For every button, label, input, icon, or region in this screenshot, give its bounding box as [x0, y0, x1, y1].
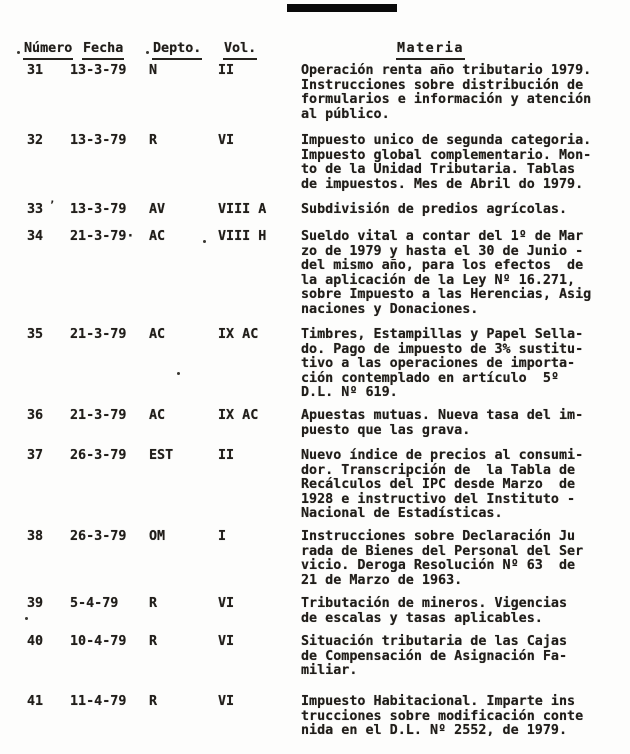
row-fecha: 21-3-79 [70, 408, 127, 423]
materia-line: Apuestas mutuas. Nueva tasa del im- [301, 408, 584, 423]
materia-line: nida en el D.L. Nº 2552, de 1979. [301, 723, 568, 739]
row-fecha: 10-4-79 [70, 634, 127, 649]
materia-line: Nacional de Estadísticas. [301, 506, 503, 522]
materia-line: de escalas y tasas aplicables. [301, 610, 543, 626]
table-row [0, 635, 630, 679]
row-materia [301, 328, 623, 401]
materia-line: dor. Transcripción de la Tabla de [301, 462, 576, 478]
row-numero: 38 [27, 529, 44, 544]
row-vol: VIII H [218, 229, 267, 244]
row-depto: N [149, 63, 158, 78]
table-row [0, 230, 630, 318]
materia-line: al público. [301, 106, 390, 122]
row-fecha: 13-3-79 [70, 63, 127, 78]
materia-line: trucciones sobre modificación conte [301, 708, 584, 724]
row-fecha: 13-3-79 [70, 133, 127, 148]
column-header-numero: Número [23, 42, 73, 60]
row-numero: 32 [27, 133, 44, 148]
row-materia [301, 597, 623, 626]
materia-line: vicio. Deroga Resolución Nº 63 de [301, 558, 576, 574]
row-numero: 41 [27, 694, 44, 709]
materia-line: 21 de Marzo de 1963. [301, 572, 463, 588]
row-numero: 37 [27, 448, 44, 463]
row-vol: I [218, 529, 227, 544]
materia-line: miliar. [301, 663, 358, 679]
materia-line: Impuesto Habitacional. Imparte ins [301, 694, 576, 709]
materia-line: Operación renta año tributario 1979. [301, 63, 592, 78]
materia-line: D.L. Nº 619. [301, 385, 398, 401]
row-depto: R [149, 694, 158, 709]
materia-line: rada de Bienes del Personal del Ser [301, 543, 584, 559]
row-materia [301, 695, 623, 739]
row-materia [301, 530, 623, 588]
table-row [0, 530, 630, 588]
table-row [0, 328, 630, 401]
row-depto: R [149, 634, 158, 649]
column-header-fecha: Fecha [82, 42, 124, 60]
row-fecha: 26-3-79 [70, 529, 127, 544]
row-materia [301, 134, 623, 192]
row-fecha: 21-3-79· [70, 229, 135, 244]
materia-line: Subdivisión de predios agrícolas. [301, 202, 568, 217]
materia-line: ción contemplado en artículo 5º [301, 370, 559, 386]
table-row [0, 134, 630, 192]
materia-line: del mismo año, para los efectos de [301, 258, 584, 274]
row-materia [301, 409, 623, 438]
row-vol: II [218, 448, 235, 463]
column-header-depto: Depto. [152, 42, 202, 60]
row-depto: EST [149, 448, 174, 463]
column-header-materia: Materia [396, 42, 465, 60]
row-vol: VI [218, 634, 235, 649]
row-materia [301, 203, 623, 218]
row-materia [301, 230, 623, 318]
row-numero: 33 [27, 202, 44, 217]
materia-line: Timbres, Estampillas y Papel Sella- [301, 327, 584, 342]
table-row [0, 200, 630, 218]
row-numero: 36 [27, 408, 44, 423]
materia-line: sobre Impuesto a las Herencias, Asig [301, 287, 592, 303]
row-numero: 35 [27, 327, 44, 342]
row-depto: AC [149, 327, 166, 342]
table-row [0, 695, 630, 739]
row-depto: AC [149, 229, 166, 244]
row-vol: IX AC [218, 408, 259, 423]
row-fecha: 11-4-79 [70, 694, 127, 709]
row-depto: R [149, 596, 158, 611]
row-materia [301, 635, 623, 679]
materia-line: Nuevo índice de precios al consumi- [301, 448, 584, 463]
materia-line: de impuestos. Mes de Abril do 1979. [301, 176, 584, 192]
materia-line: zo de 1979 y hasta el 30 de Junio - [301, 243, 584, 259]
materia-line: formularios e información y atención [301, 92, 592, 108]
row-numero: 40 [27, 634, 44, 649]
materia-line: Recálculos del IPC desde Marzo de [301, 477, 576, 493]
row-vol: IX AC [218, 327, 259, 342]
materia-line: Sueldo vital a contar del 1º de Mar [301, 229, 584, 244]
materia-line: do. Pago de impuesto de 3% sustitu- [301, 341, 584, 357]
row-fecha: 26-3-79 [70, 448, 127, 463]
row-vol: VIII A [218, 202, 267, 217]
row-numero: 39 [27, 596, 44, 611]
row-depto: OM [149, 529, 166, 544]
materia-line: Impuesto global complementario. Mon- [301, 147, 592, 163]
materia-line: Situación tributaria de las Cajas [301, 634, 568, 649]
table-row [0, 409, 630, 438]
materia-line: tivo a las operaciones de importa- [301, 356, 576, 372]
row-fecha: 5-4-79 [70, 596, 119, 611]
row-depto: AC [149, 408, 166, 423]
row-fecha: 13-3-79 [70, 202, 127, 217]
materia-line: Instrucciones sobre Declaración Ju [301, 529, 576, 544]
row-vol: VI [218, 133, 235, 148]
table-row [0, 64, 630, 122]
materia-line: Instrucciones sobre distribución de [301, 77, 584, 93]
column-header-vol: Vol. [223, 42, 257, 60]
row-fecha: 21-3-79 [70, 327, 127, 342]
row-depto: R [149, 133, 158, 148]
row-depto: AV [149, 202, 166, 217]
table-row [0, 597, 630, 626]
materia-line: Impuesto unico de segunda categoria. [301, 133, 592, 148]
row-materia [301, 449, 623, 522]
materia-line: de Compensación de Asignación Fa- [301, 648, 568, 664]
materia-line: to de la Unidad Tributaria. Tablas [301, 162, 576, 178]
row-vol: VI [218, 694, 235, 709]
row-numero: 34 [27, 229, 44, 244]
materia-line: la aplicación de la Ley Nº 16.271, [301, 272, 576, 288]
row-numero: 31 [27, 63, 44, 78]
row-vol: II [218, 63, 235, 78]
row-vol: VI [218, 596, 235, 611]
table-row [0, 449, 630, 522]
scan-mark-apostrophe: ’ [49, 200, 56, 211]
materia-line: naciones y Donaciones. [301, 301, 479, 317]
row-materia [301, 64, 623, 122]
materia-line: puesto que las grava. [301, 422, 471, 438]
materia-line: 1928 e instructivo del Instituto - [301, 491, 576, 507]
materia-line: Tributación de mineros. Vigencias [301, 596, 568, 611]
